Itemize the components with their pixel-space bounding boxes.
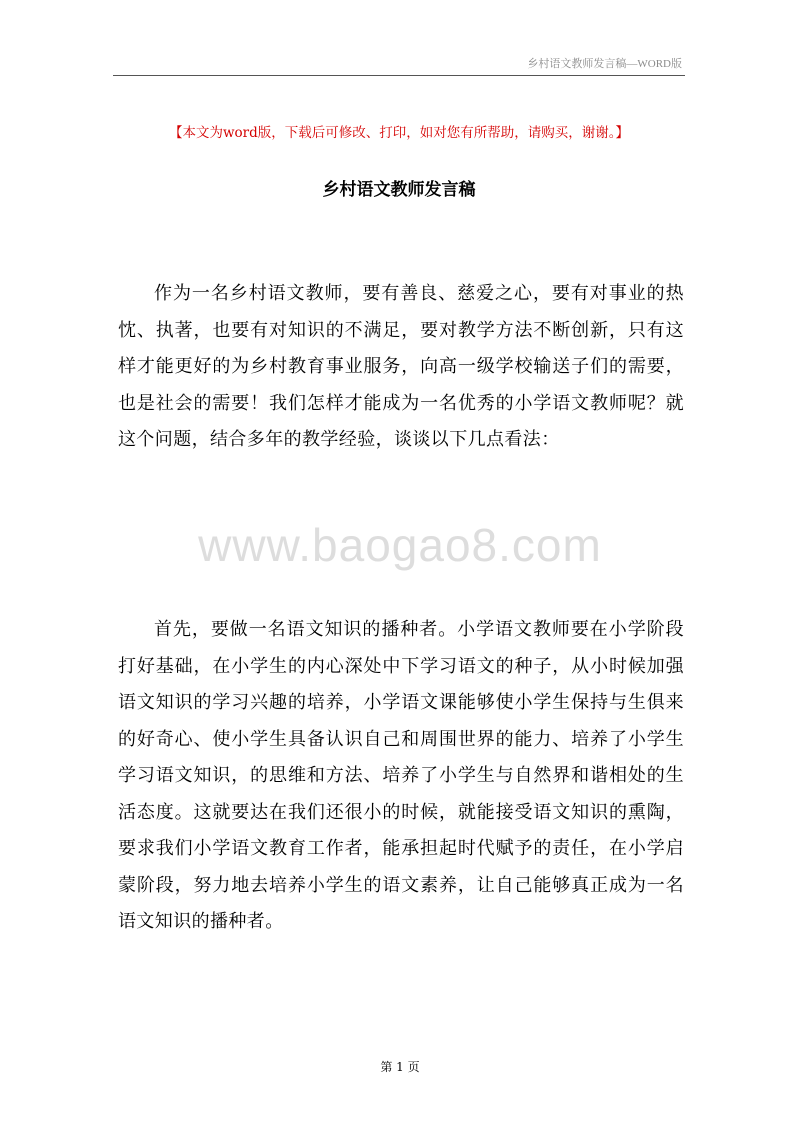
download-notice: 【本文为word版，下载后可修改、打印，如对您有所帮助，请购买，谢谢。】	[168, 125, 630, 141]
running-header: 乡村语文教师发言稿—WORD版	[527, 58, 682, 70]
watermark: www.baogao8.com	[198, 519, 602, 571]
document-title: 乡村语文教师发言稿	[322, 180, 476, 200]
body-paragraph-2: 首先，要做一名语文知识的播种者。小学语文教师要在小学阶段打好基础，在小学生的内心深处中下学习语文的种子，从小时候加强语文知识的学习兴趣的培养，小学语文课能够使小学生保持与生俱来的好奇心、使小学生具备认识自己和周围世界的能力、培养了小学生学习语文知识，的思维和方法、培养了小学生与自然界和谐相处的生活态度。这就要达在我们还很小的时候，就能接受语文知识的熏陶，要求我们小学语文教育工作者，能承担起时代赋予的责任，在小学启蒙阶段，努力地去培养小学生的语文素养，让自己能够真正成为一名语文知识的播种者。	[118, 619, 684, 932]
body-paragraph-1: 作为一名乡村语文教师，要有善良、慈爱之心，要有对事业的热忱、执著，也要有对知识的不满足，要对教学方法不断创新，只有这样才能更好的为乡村教育事业服务，向高一级学校输送子们的需要，也是社会的需要！我们怎样才能成为一名优秀的小学语文教师呢？就这个问题，结合多年的教学经验，谈谈以下几点看法：	[118, 283, 684, 450]
page-number: 第 1 页	[380, 1060, 420, 1074]
header-divider	[113, 75, 685, 76]
